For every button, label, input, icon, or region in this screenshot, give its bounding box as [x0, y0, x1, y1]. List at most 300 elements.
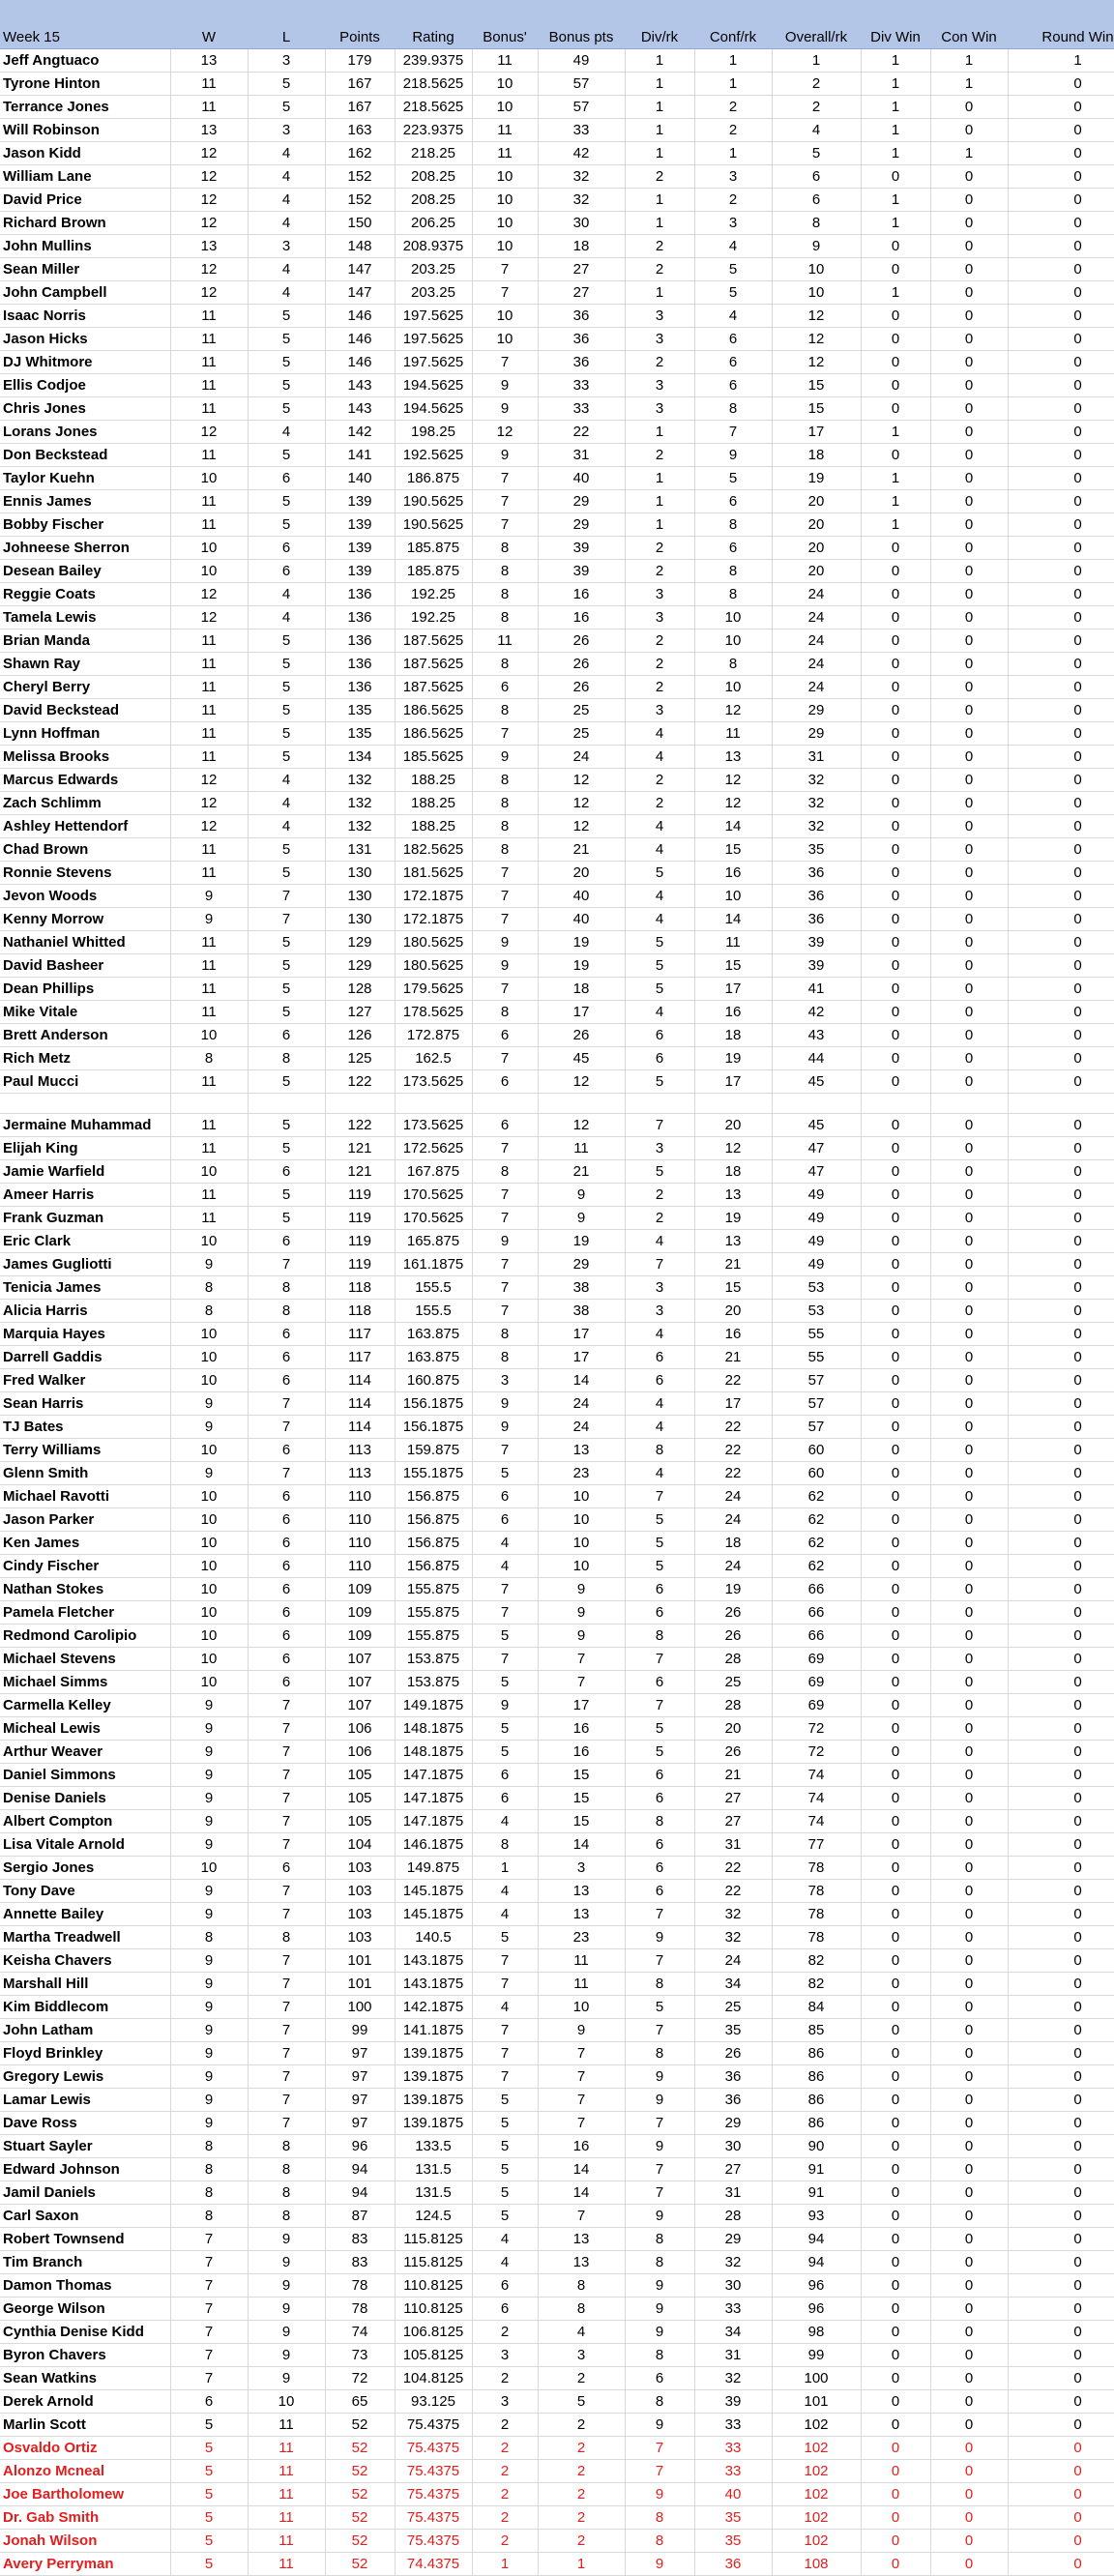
stat-cell[interactable]: 7 — [472, 1648, 538, 1671]
stat-cell[interactable]: 0 — [930, 1323, 1008, 1346]
stat-cell[interactable]: 24 — [538, 746, 625, 769]
stat-cell[interactable]: 7 — [248, 1741, 325, 1764]
stat-cell[interactable]: 4 — [625, 1462, 694, 1485]
player-name-cell[interactable]: Lynn Hoffman — [0, 722, 170, 746]
stat-cell[interactable]: 34 — [694, 1973, 772, 1996]
stat-cell[interactable]: 15 — [772, 397, 861, 421]
stat-cell[interactable]: 85 — [772, 2019, 861, 2042]
stat-cell[interactable]: 223.9375 — [395, 119, 472, 142]
stat-cell[interactable]: 4 — [248, 583, 325, 606]
stat-cell[interactable] — [248, 1094, 325, 1114]
stat-cell[interactable]: 16 — [538, 606, 625, 629]
stat-cell[interactable]: 1 — [772, 49, 861, 73]
stat-cell[interactable]: 18 — [772, 444, 861, 467]
stat-cell[interactable]: 4 — [472, 1532, 538, 1555]
stat-cell[interactable]: 0 — [930, 281, 1008, 305]
stat-cell[interactable]: 0 — [1008, 1625, 1114, 1648]
stat-cell[interactable]: 33 — [694, 2460, 772, 2483]
stat-cell[interactable]: 11 — [170, 862, 248, 885]
stat-cell[interactable]: 136 — [325, 583, 395, 606]
stat-cell[interactable]: 6 — [625, 1601, 694, 1625]
stat-cell[interactable]: 8 — [625, 2228, 694, 2251]
stat-cell[interactable]: 131 — [325, 838, 395, 862]
stat-cell[interactable]: 10 — [472, 212, 538, 235]
stat-cell[interactable]: 0 — [930, 1070, 1008, 1094]
stat-cell[interactable]: 218.25 — [395, 142, 472, 165]
stat-cell[interactable]: 7 — [472, 1207, 538, 1230]
stat-cell[interactable]: 22 — [538, 421, 625, 444]
stat-cell[interactable]: 11 — [472, 629, 538, 653]
stat-cell[interactable]: 9 — [248, 2344, 325, 2367]
stat-cell[interactable]: 0 — [1008, 931, 1114, 954]
stat-cell[interactable]: 109 — [325, 1625, 395, 1648]
stat-cell[interactable]: 6 — [625, 1833, 694, 1857]
stat-cell[interactable]: 1 — [861, 49, 930, 73]
stat-cell[interactable]: 66 — [772, 1625, 861, 1648]
stat-cell[interactable]: 9 — [170, 885, 248, 908]
player-name-cell[interactable]: George Wilson — [0, 2298, 170, 2321]
stat-cell[interactable]: 0 — [1008, 629, 1114, 653]
stat-cell[interactable]: 7 — [472, 2065, 538, 2089]
stat-cell[interactable]: 74 — [772, 1810, 861, 1833]
stat-cell[interactable]: 0 — [930, 421, 1008, 444]
stat-cell[interactable]: 9 — [538, 2019, 625, 2042]
stat-cell[interactable]: 7 — [472, 908, 538, 931]
stat-cell[interactable]: 0 — [1008, 815, 1114, 838]
stat-cell[interactable]: 107 — [325, 1671, 395, 1694]
stat-cell[interactable]: 4 — [625, 908, 694, 931]
stat-cell[interactable]: 7 — [472, 1601, 538, 1625]
stat-cell[interactable]: 0 — [861, 1625, 930, 1648]
player-name-cell[interactable]: Marlin Scott — [0, 2414, 170, 2437]
stat-cell[interactable]: 101 — [325, 1949, 395, 1973]
stat-cell[interactable]: 7 — [472, 1184, 538, 1207]
stat-cell[interactable]: 8 — [694, 583, 772, 606]
stat-cell[interactable]: 11 — [170, 1070, 248, 1094]
stat-cell[interactable]: 4 — [248, 792, 325, 815]
stat-cell[interactable]: 0 — [1008, 699, 1114, 722]
stat-cell[interactable]: 0 — [930, 467, 1008, 490]
stat-cell[interactable]: 0 — [930, 2274, 1008, 2298]
stat-cell[interactable]: 38 — [538, 1300, 625, 1323]
stat-cell[interactable]: 7 — [472, 1439, 538, 1462]
stat-cell[interactable]: 20 — [772, 513, 861, 537]
stat-cell[interactable]: 147.1875 — [395, 1764, 472, 1787]
stat-cell[interactable]: 7 — [170, 2274, 248, 2298]
stat-cell[interactable]: 12 — [170, 281, 248, 305]
stat-cell[interactable]: 6 — [625, 1578, 694, 1601]
stat-cell[interactable]: 102 — [772, 2530, 861, 2553]
stat-cell[interactable]: 8 — [694, 397, 772, 421]
stat-cell[interactable]: 12 — [170, 792, 248, 815]
stat-cell[interactable]: 5 — [248, 397, 325, 421]
player-name-cell[interactable]: Arthur Weaver — [0, 1741, 170, 1764]
stat-cell[interactable]: 9 — [248, 2367, 325, 2390]
stat-cell[interactable]: 0 — [930, 1996, 1008, 2019]
stat-cell[interactable]: 0 — [930, 699, 1008, 722]
stat-cell[interactable]: 0 — [1008, 1207, 1114, 1230]
stat-cell[interactable]: 24 — [694, 1508, 772, 1532]
stat-cell[interactable]: 0 — [861, 1230, 930, 1253]
stat-cell[interactable]: 65 — [325, 2390, 395, 2414]
stat-cell[interactable]: 0 — [1008, 885, 1114, 908]
stat-cell[interactable]: 11 — [170, 351, 248, 374]
stat-cell[interactable]: 29 — [694, 2112, 772, 2135]
stat-cell[interactable]: 93.125 — [395, 2390, 472, 2414]
stat-cell[interactable]: 7 — [694, 421, 772, 444]
stat-cell[interactable]: 15 — [694, 838, 772, 862]
stat-cell[interactable]: 11 — [170, 1001, 248, 1024]
stat-cell[interactable]: 0 — [930, 235, 1008, 258]
stat-cell[interactable]: 11 — [170, 954, 248, 978]
stat-cell[interactable]: 0 — [930, 629, 1008, 653]
stat-cell[interactable]: 2 — [625, 560, 694, 583]
stat-cell[interactable]: 22 — [694, 1857, 772, 1880]
stat-cell[interactable]: 12 — [538, 815, 625, 838]
stat-cell[interactable]: 9 — [472, 954, 538, 978]
stat-cell[interactable]: 4 — [248, 815, 325, 838]
stat-cell[interactable]: 0 — [861, 560, 930, 583]
stat-cell[interactable]: 8 — [170, 2181, 248, 2205]
stat-cell[interactable]: 167 — [325, 96, 395, 119]
stat-cell[interactable]: 10 — [170, 1485, 248, 1508]
stat-cell[interactable]: 0 — [1008, 722, 1114, 746]
player-name-cell[interactable]: Michael Simms — [0, 1671, 170, 1694]
stat-cell[interactable]: 10 — [538, 1555, 625, 1578]
stat-cell[interactable]: 5 — [625, 1508, 694, 1532]
stat-cell[interactable]: 9 — [625, 2065, 694, 2089]
stat-cell[interactable]: 8 — [538, 2274, 625, 2298]
stat-cell[interactable]: 25 — [538, 722, 625, 746]
stat-cell[interactable]: 2 — [625, 444, 694, 467]
stat-cell[interactable]: 3 — [248, 49, 325, 73]
stat-cell[interactable]: 49 — [772, 1207, 861, 1230]
player-name-cell[interactable]: Jason Hicks — [0, 328, 170, 351]
stat-cell[interactable]: 6 — [248, 1532, 325, 1555]
stat-cell[interactable]: 74 — [325, 2321, 395, 2344]
stat-cell[interactable]: 30 — [694, 2274, 772, 2298]
stat-cell[interactable]: 2 — [625, 258, 694, 281]
stat-cell[interactable]: 0 — [861, 978, 930, 1001]
stat-cell[interactable]: 130 — [325, 862, 395, 885]
player-name-cell[interactable]: Jamil Daniels — [0, 2181, 170, 2205]
stat-cell[interactable]: 25 — [538, 699, 625, 722]
stat-cell[interactable]: 10 — [538, 1996, 625, 2019]
player-name-cell[interactable]: Ameer Harris — [0, 1184, 170, 1207]
stat-cell[interactable]: 139.1875 — [395, 2042, 472, 2065]
stat-cell[interactable]: 2 — [625, 653, 694, 676]
stat-cell[interactable]: 8 — [472, 1833, 538, 1857]
stat-cell[interactable]: 74 — [772, 1787, 861, 1810]
stat-cell[interactable]: 18 — [694, 1532, 772, 1555]
stat-cell[interactable]: 84 — [772, 1996, 861, 2019]
stat-cell[interactable]: 8 — [625, 2530, 694, 2553]
stat-cell[interactable]: 22 — [694, 1880, 772, 1903]
stat-cell[interactable]: 102 — [772, 2506, 861, 2530]
stat-cell[interactable]: 0 — [861, 2042, 930, 2065]
player-name-cell[interactable]: Robert Townsend — [0, 2228, 170, 2251]
stat-cell[interactable]: 0 — [1008, 2390, 1114, 2414]
stat-cell[interactable]: 29 — [772, 722, 861, 746]
stat-cell[interactable]: 163.875 — [395, 1323, 472, 1346]
stat-cell[interactable]: 15 — [538, 1810, 625, 1833]
stat-cell[interactable]: 8 — [170, 1276, 248, 1300]
stat-cell[interactable]: 4 — [472, 1880, 538, 1903]
stat-cell[interactable]: 208.25 — [395, 165, 472, 189]
stat-cell[interactable]: 12 — [538, 792, 625, 815]
stat-cell[interactable]: 45 — [772, 1114, 861, 1137]
stat-cell[interactable]: 0 — [930, 2158, 1008, 2181]
stat-cell[interactable]: 0 — [861, 2181, 930, 2205]
stat-cell[interactable]: 5 — [248, 513, 325, 537]
stat-cell[interactable]: 99 — [772, 2344, 861, 2367]
stat-cell[interactable]: 49 — [772, 1253, 861, 1276]
stat-cell[interactable]: 13 — [538, 1439, 625, 1462]
stat-cell[interactable]: 35 — [694, 2530, 772, 2553]
stat-cell[interactable]: 0 — [1008, 1880, 1114, 1903]
stat-cell[interactable]: 7 — [170, 2367, 248, 2390]
stat-cell[interactable]: 90 — [772, 2135, 861, 2158]
stat-cell[interactable]: 7 — [625, 1485, 694, 1508]
player-name-cell[interactable]: Denise Daniels — [0, 1787, 170, 1810]
stat-cell[interactable]: 198.25 — [395, 421, 472, 444]
stat-cell[interactable]: 6 — [472, 2274, 538, 2298]
header-conf-rank[interactable]: Conf/rk — [694, 0, 772, 49]
stat-cell[interactable]: 11 — [248, 2460, 325, 2483]
player-name-cell[interactable]: Tamela Lewis — [0, 606, 170, 629]
stat-cell[interactable]: 10 — [694, 606, 772, 629]
stat-cell[interactable]: 0 — [861, 583, 930, 606]
stat-cell[interactable]: 0 — [1008, 1184, 1114, 1207]
stat-cell[interactable]: 10 — [772, 281, 861, 305]
stat-cell[interactable] — [694, 1094, 772, 1114]
stat-cell[interactable]: 10 — [170, 560, 248, 583]
stat-cell[interactable]: 11 — [694, 931, 772, 954]
stat-cell[interactable]: 52 — [325, 2414, 395, 2437]
stat-cell[interactable]: 172.875 — [395, 1024, 472, 1047]
stat-cell[interactable]: 0 — [861, 1323, 930, 1346]
stat-cell[interactable]: 1 — [694, 49, 772, 73]
stat-cell[interactable]: 5 — [248, 305, 325, 328]
stat-cell[interactable]: 1 — [861, 513, 930, 537]
player-name-cell[interactable]: Chris Jones — [0, 397, 170, 421]
stat-cell[interactable]: 0 — [930, 2530, 1008, 2553]
stat-cell[interactable]: 131.5 — [395, 2181, 472, 2205]
stat-cell[interactable]: 33 — [694, 2437, 772, 2460]
stat-cell[interactable]: 155.5 — [395, 1276, 472, 1300]
player-name-cell[interactable]: Ellis Codjoe — [0, 374, 170, 397]
stat-cell[interactable]: 26 — [694, 1625, 772, 1648]
stat-cell[interactable]: 132 — [325, 769, 395, 792]
stat-cell[interactable]: 0 — [861, 1717, 930, 1741]
stat-cell[interactable]: 0 — [861, 1508, 930, 1532]
stat-cell[interactable]: 186.5625 — [395, 699, 472, 722]
player-name-cell[interactable]: Sergio Jones — [0, 1857, 170, 1880]
stat-cell[interactable]: 11 — [170, 513, 248, 537]
stat-cell[interactable]: 0 — [1008, 328, 1114, 351]
stat-cell[interactable]: 12 — [538, 1070, 625, 1094]
stat-cell[interactable]: 194.5625 — [395, 374, 472, 397]
stat-cell[interactable]: 4 — [472, 1996, 538, 2019]
stat-cell[interactable]: 148.1875 — [395, 1741, 472, 1764]
stat-cell[interactable]: 0 — [930, 1508, 1008, 1532]
stat-cell[interactable]: 0 — [861, 2158, 930, 2181]
stat-cell[interactable]: 9 — [472, 1392, 538, 1416]
stat-cell[interactable]: 1 — [625, 281, 694, 305]
stat-cell[interactable]: 3 — [248, 119, 325, 142]
stat-cell[interactable]: 206.25 — [395, 212, 472, 235]
stat-cell[interactable]: 5 — [248, 444, 325, 467]
stat-cell[interactable]: 7 — [472, 1578, 538, 1601]
stat-cell[interactable]: 218.5625 — [395, 73, 472, 96]
stat-cell[interactable]: 97 — [325, 2089, 395, 2112]
stat-cell[interactable]: 94 — [772, 2228, 861, 2251]
stat-cell[interactable]: 7 — [625, 2019, 694, 2042]
stat-cell[interactable]: 9 — [772, 235, 861, 258]
stat-cell[interactable]: 31 — [694, 2181, 772, 2205]
stat-cell[interactable]: 0 — [861, 838, 930, 862]
stat-cell[interactable]: 0 — [930, 722, 1008, 746]
stat-cell[interactable]: 38 — [538, 1276, 625, 1300]
stat-cell[interactable]: 110 — [325, 1532, 395, 1555]
stat-cell[interactable]: 156.875 — [395, 1508, 472, 1532]
stat-cell[interactable]: 5 — [625, 1741, 694, 1764]
stat-cell[interactable]: 36 — [538, 351, 625, 374]
stat-cell[interactable]: 167.875 — [395, 1160, 472, 1184]
stat-cell[interactable]: 66 — [772, 1601, 861, 1625]
stat-cell[interactable]: 96 — [325, 2135, 395, 2158]
stat-cell[interactable]: 83 — [325, 2251, 395, 2274]
stat-cell[interactable]: 9 — [538, 1207, 625, 1230]
stat-cell[interactable]: 0 — [861, 1694, 930, 1717]
stat-cell[interactable]: 27 — [694, 1787, 772, 1810]
stat-cell[interactable]: 10 — [538, 1485, 625, 1508]
stat-cell[interactable]: 26 — [694, 1741, 772, 1764]
stat-cell[interactable]: 8 — [538, 2298, 625, 2321]
stat-cell[interactable]: 3 — [625, 699, 694, 722]
stat-cell[interactable]: 0 — [930, 653, 1008, 676]
stat-cell[interactable]: 20 — [772, 490, 861, 513]
header-rating[interactable]: Rating — [395, 0, 472, 49]
stat-cell[interactable]: 0 — [1008, 1787, 1114, 1810]
stat-cell[interactable]: 7 — [170, 2298, 248, 2321]
player-name-cell[interactable]: Derek Arnold — [0, 2390, 170, 2414]
stat-cell[interactable]: 7 — [248, 2112, 325, 2135]
stat-cell[interactable]: 152 — [325, 189, 395, 212]
player-name-cell[interactable]: Elijah King — [0, 1137, 170, 1160]
stat-cell[interactable]: 0 — [930, 2228, 1008, 2251]
stat-cell[interactable]: 7 — [472, 1973, 538, 1996]
stat-cell[interactable]: 139.1875 — [395, 2089, 472, 2112]
stat-cell[interactable]: 0 — [861, 1160, 930, 1184]
stat-cell[interactable]: 8 — [248, 2158, 325, 2181]
stat-cell[interactable]: 5 — [625, 931, 694, 954]
stat-cell[interactable]: 8 — [694, 560, 772, 583]
stat-cell[interactable]: 5 — [625, 1996, 694, 2019]
stat-cell[interactable]: 4 — [248, 189, 325, 212]
stat-cell[interactable]: 0 — [930, 119, 1008, 142]
stat-cell[interactable]: 0 — [930, 351, 1008, 374]
stat-cell[interactable]: 0 — [1008, 1973, 1114, 1996]
stat-cell[interactable]: 103 — [325, 1857, 395, 1880]
stat-cell[interactable]: 192.5625 — [395, 444, 472, 467]
stat-cell[interactable]: 8 — [625, 1439, 694, 1462]
stat-cell[interactable]: 117 — [325, 1346, 395, 1369]
stat-cell[interactable]: 10 — [248, 2390, 325, 2414]
stat-cell[interactable]: 4 — [625, 885, 694, 908]
stat-cell[interactable]: 5 — [472, 2089, 538, 2112]
stat-cell[interactable]: 0 — [1008, 1694, 1114, 1717]
stat-cell[interactable]: 5 — [625, 1532, 694, 1555]
stat-cell[interactable]: 10 — [472, 235, 538, 258]
stat-cell[interactable]: 74 — [772, 1764, 861, 1787]
stat-cell[interactable]: 9 — [170, 1810, 248, 1833]
stat-cell[interactable]: 115.8125 — [395, 2251, 472, 2274]
stat-cell[interactable]: 6 — [625, 1346, 694, 1369]
stat-cell[interactable]: 172.1875 — [395, 885, 472, 908]
stat-cell[interactable]: 10 — [472, 73, 538, 96]
player-name-cell[interactable]: Lorans Jones — [0, 421, 170, 444]
stat-cell[interactable]: 10 — [170, 1648, 248, 1671]
stat-cell[interactable]: 60 — [772, 1462, 861, 1485]
stat-cell[interactable]: 7 — [538, 2065, 625, 2089]
stat-cell[interactable]: 29 — [772, 699, 861, 722]
stat-cell[interactable]: 78 — [325, 2274, 395, 2298]
stat-cell[interactable]: 0 — [930, 908, 1008, 931]
stat-cell[interactable]: 8 — [170, 1300, 248, 1323]
stat-cell[interactable]: 20 — [694, 1114, 772, 1137]
stat-cell[interactable]: 10 — [170, 1346, 248, 1369]
stat-cell[interactable]: 22 — [694, 1439, 772, 1462]
stat-cell[interactable]: 0 — [930, 1184, 1008, 1207]
stat-cell[interactable]: 118 — [325, 1276, 395, 1300]
stat-cell[interactable]: 7 — [248, 1833, 325, 1857]
stat-cell[interactable]: 4 — [472, 1903, 538, 1926]
stat-cell[interactable]: 0 — [861, 815, 930, 838]
stat-cell[interactable]: 1 — [861, 73, 930, 96]
stat-cell[interactable]: 0 — [930, 885, 1008, 908]
stat-cell[interactable]: 0 — [861, 1047, 930, 1070]
stat-cell[interactable]: 2 — [694, 96, 772, 119]
player-name-cell[interactable]: Terrance Jones — [0, 96, 170, 119]
stat-cell[interactable]: 6 — [472, 1764, 538, 1787]
stat-cell[interactable]: 6 — [472, 1114, 538, 1137]
stat-cell[interactable]: 3 — [625, 305, 694, 328]
stat-cell[interactable]: 20 — [694, 1300, 772, 1323]
stat-cell[interactable]: 8 — [248, 1276, 325, 1300]
stat-cell[interactable]: 1 — [861, 189, 930, 212]
stat-cell[interactable]: 5 — [472, 1741, 538, 1764]
stat-cell[interactable]: 10 — [170, 1323, 248, 1346]
stat-cell[interactable]: 8 — [625, 2344, 694, 2367]
stat-cell[interactable]: 0 — [861, 1601, 930, 1625]
stat-cell[interactable]: 5 — [170, 2483, 248, 2506]
stat-cell[interactable]: 5 — [538, 2390, 625, 2414]
stat-cell[interactable]: 8 — [625, 2506, 694, 2530]
stat-cell[interactable]: 8 — [472, 653, 538, 676]
stat-cell[interactable]: 7 — [625, 1253, 694, 1276]
stat-cell[interactable]: 186.5625 — [395, 722, 472, 746]
player-name-cell[interactable]: Dean Phillips — [0, 978, 170, 1001]
stat-cell[interactable]: 114 — [325, 1416, 395, 1439]
stat-cell[interactable]: 0 — [930, 1810, 1008, 1833]
stat-cell[interactable]: 7 — [248, 1880, 325, 1903]
stat-cell[interactable]: 11 — [170, 1137, 248, 1160]
stat-cell[interactable]: 0 — [1008, 1996, 1114, 2019]
stat-cell[interactable]: 10 — [170, 1671, 248, 1694]
stat-cell[interactable]: 6 — [625, 1857, 694, 1880]
stat-cell[interactable]: 8 — [170, 2205, 248, 2228]
